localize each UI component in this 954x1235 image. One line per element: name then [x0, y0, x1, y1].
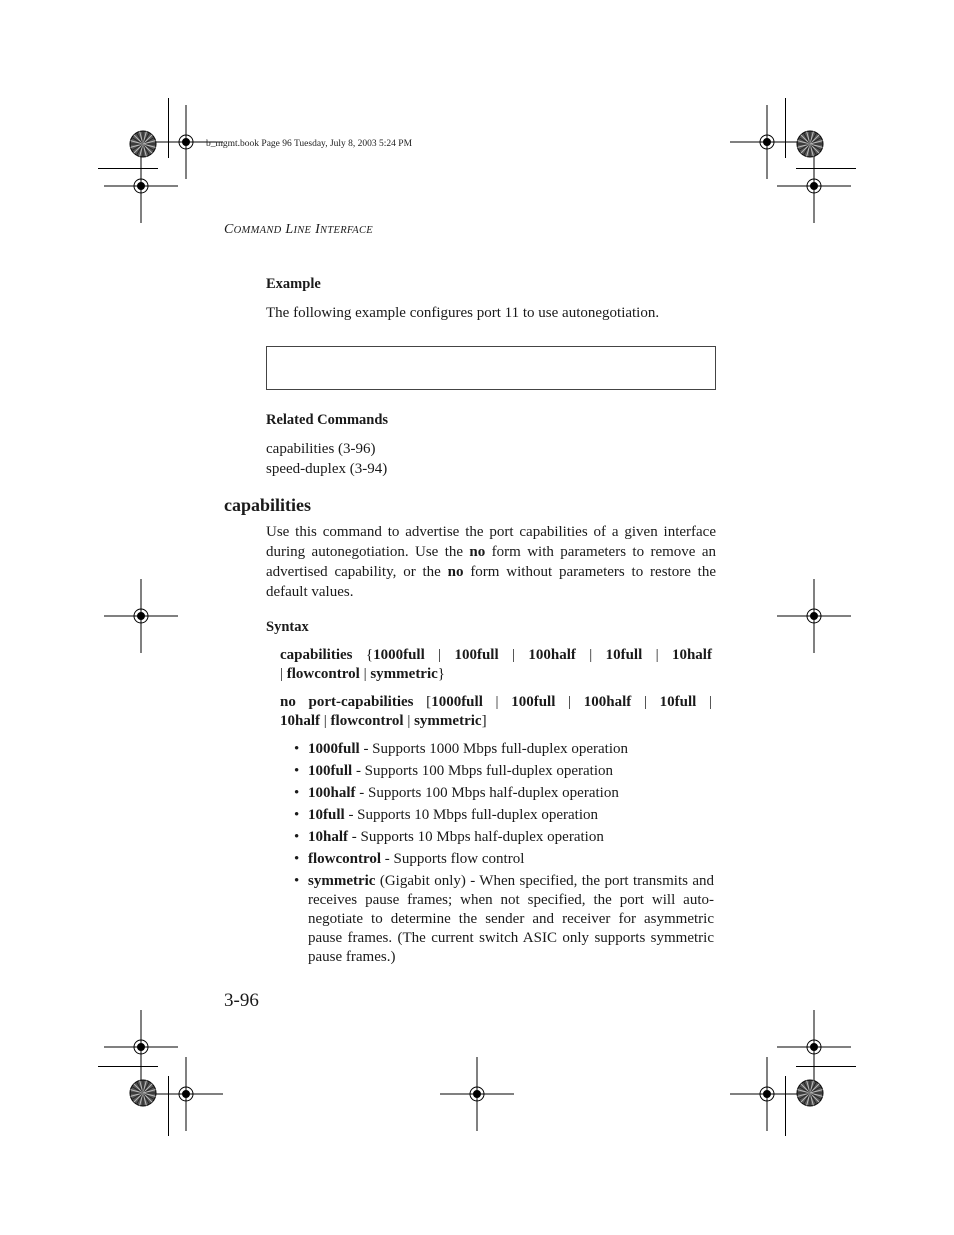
starburst-mark-icon: [130, 131, 156, 157]
syntax-no-port-capabilities: no port-capabilities [1000full | 100full | 100half | 10full | 10half | flowcontrol | symmetric]: [280, 694, 712, 729]
registration-target-icon: [730, 1057, 804, 1131]
registration-target-icon: [440, 1057, 514, 1131]
starburst-mark-icon: [797, 1080, 823, 1106]
registration-target-icon: [104, 149, 178, 223]
registration-target-icon: [104, 579, 178, 653]
section-description: Use this command to advertise the port capabilities of a given interface during autonegotiation. Use the no form with parameters to remove an advertised capability, or the no form without parameters to restore the default values.: [266, 524, 716, 600]
related-command-link[interactable]: speed-duplex (3-94): [266, 461, 388, 477]
bullet-icon: •: [294, 785, 300, 801]
registration-target-icon: [149, 1057, 223, 1131]
print-slug: b_mgmt.book Page 96 Tuesday, July 8, 2003 5:24 PM: [206, 139, 413, 149]
options-list: [294, 740, 714, 970]
bullet-icon: •: [294, 741, 300, 757]
syntax-heading: Syntax: [266, 619, 309, 635]
option-item: • flowcontrol - Supports flow control: [294, 851, 525, 867]
example-code-box: [266, 346, 716, 390]
registration-target-icon: [777, 149, 851, 223]
related-commands-heading: Related Commands: [266, 412, 389, 428]
option-item: • 100half - Supports 100 Mbps half-duplex operation: [294, 785, 619, 801]
starburst-mark-icon: [130, 1080, 156, 1106]
starburst-mark-icon: [797, 131, 823, 157]
option-item: • 100full - Supports 100 Mbps full-duplex operation: [294, 763, 613, 779]
option-item: • 10full - Supports 10 Mbps full-duplex operation: [294, 807, 598, 823]
registration-target-icon: [104, 1010, 178, 1084]
syntax-capabilities: capabilities {1000full | 100full | 100half | 10full | 10half | flowcontrol | symmetric}: [280, 647, 712, 682]
bullet-icon: •: [294, 873, 300, 889]
registration-target-icon: [730, 105, 804, 179]
running-head: COMMAND LINE INTERFACE: [224, 222, 374, 237]
bullet-icon: •: [294, 807, 300, 823]
bullet-icon: •: [294, 763, 300, 779]
registration-target-icon: [777, 1010, 851, 1084]
bullet-icon: •: [294, 851, 300, 867]
option-item: • symmetric (Gigabit only) - When specified, the port transmits and receives pause frames; when not specified, the port will auto-negotiate to determine the sender and receiver for asymmetric pause frames. (The current switch ASIC only supports symmetric pause frames.): [294, 873, 714, 965]
bullet-icon: •: [294, 829, 300, 845]
example-heading: Example: [266, 276, 321, 292]
related-command-link[interactable]: capabilities (3-96): [266, 441, 376, 457]
option-item: • 10half - Supports 10 Mbps half-duplex operation: [294, 829, 604, 845]
example-text: The following example configures port 11 to use autonegotiation.: [266, 305, 660, 321]
registration-target-icon: [777, 579, 851, 653]
page-number: 3-96: [224, 990, 259, 1011]
option-item: • 1000full - Supports 1000 Mbps full-duplex operation: [294, 741, 628, 757]
section-title: capabilities: [224, 495, 312, 515]
